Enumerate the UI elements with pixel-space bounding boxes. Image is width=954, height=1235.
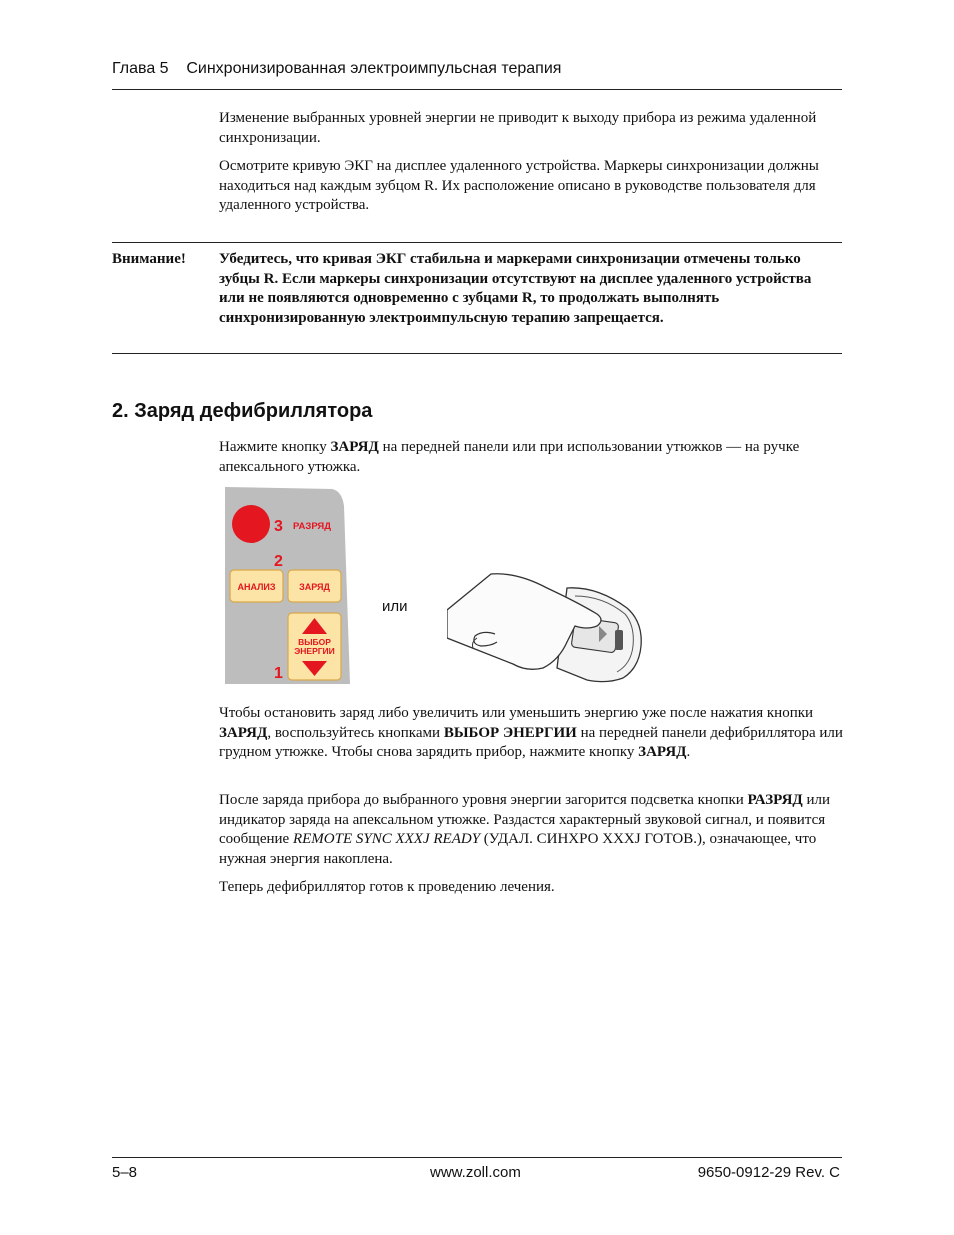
analyze-label: АНАЛИЗ: [237, 582, 276, 592]
header-rule: [112, 89, 842, 90]
stop-charge-bold-charge: ЗАРЯД: [219, 724, 268, 741]
charge-instruction-post: на передней панели или при использовании утюжков — на ручке апексального утюжка.: [219, 439, 800, 475]
energy-label-line-1: ВЫБОР: [298, 637, 331, 647]
intro-paragraph-1: Изменение выбранных уровней энергии не приводит к выходу прибора из режима удаленной синхронизации.: [219, 110, 817, 146]
warning-top-rule: [112, 242, 842, 243]
after-charge-paragraph: [219, 791, 843, 869]
intro-paragraph-2: Осмотрите кривую ЭКГ на дисплее удаленного устройства. Маркеры синхронизации должны находиться над каждым зубцом R. Их расположение описано в руководстве пользователя для удаленного устройства.: [219, 158, 819, 213]
stop-charge-text-e: на передней панели дефибриллятора или грудном утюжке. Чтобы снова зарядить прибор, нажмите кнопку: [219, 724, 843, 760]
after-charge-message: REMOTE SYNC XXXJ READY: [292, 831, 481, 847]
energy-label-line-2: ЭНЕРГИИ: [294, 646, 335, 656]
stop-charge-text-a: Чтобы остановить заряд либо увеличить или уменьшить энергию уже после нажатия кнопки: [219, 705, 814, 721]
apex-paddle-figure: [447, 568, 647, 688]
charge-instruction-pre: Нажмите кнопку: [219, 439, 331, 455]
charge-instruction-bold: ЗАРЯД: [330, 439, 379, 455]
charge-label: ЗАРЯД: [299, 582, 330, 592]
stop-charge-text-g: .: [686, 744, 691, 760]
charge-instruction-paragraph: [219, 438, 843, 477]
step-2-number: 2: [274, 553, 283, 570]
shock-button-red: [232, 505, 270, 543]
step-1-number: 1: [274, 665, 283, 682]
stop-charge-paragraph: [219, 704, 843, 763]
hand-finger: [474, 632, 497, 646]
front-panel-figure: [224, 486, 356, 684]
warning-bottom-rule: [112, 353, 842, 354]
ready-paragraph: Теперь дефибриллятор готов к проведению лечения.: [219, 879, 555, 895]
or-label: или: [382, 598, 408, 615]
shock-label: РАЗРЯД: [293, 521, 332, 532]
after-charge-bold-shock: РАЗРЯД: [747, 792, 803, 808]
stop-charge-bold-energy: ВЫБОР ЭНЕРГИИ: [443, 724, 577, 741]
footer-url: www.zoll.com: [430, 1164, 521, 1181]
after-charge-text-e: (УДАЛ. СИНХРО XXXJ ГОТОВ.), означающее, что нужная энергия накоплена.: [219, 831, 817, 867]
stop-charge-bold-charge-2: ЗАРЯД: [638, 744, 687, 760]
step-3-number: 3: [274, 518, 283, 535]
warning-label: Внимание!: [112, 251, 186, 267]
after-charge-text-c: или индикатор заряда на апексальном утюжке. Раздастся характерный звуковой сигнал, и появится сообщение: [219, 792, 831, 847]
page-header-title: Глава 5 Синхронизированная электроимпульсная терапия: [112, 60, 562, 77]
section-heading: 2. Заряд дефибриллятора: [112, 400, 373, 422]
footer-page-number: 5–8: [112, 1164, 138, 1181]
paddle-indicator: [615, 630, 623, 650]
warning-text: Убедитесь, что кривая ЭКГ стабильна и маркерами синхронизации отмечены только зубцы R. Если маркеры синхронизации отсутствуют на дисплее удаленного устройства или не появляются одновременно с зубцами R, то продолжать выполнять синхронизированную электроимпульсную терапию запрещается.: [219, 251, 812, 326]
after-charge-text-a: После заряда прибора до выбранного уровня энергии загорится подсветка кнопки: [219, 792, 748, 808]
stop-charge-text-c: , воспользуйтесь кнопками: [267, 724, 444, 741]
footer-rule: [112, 1157, 842, 1158]
footer-doc-number: 9650-0912-29 Rev. C: [697, 1164, 840, 1181]
